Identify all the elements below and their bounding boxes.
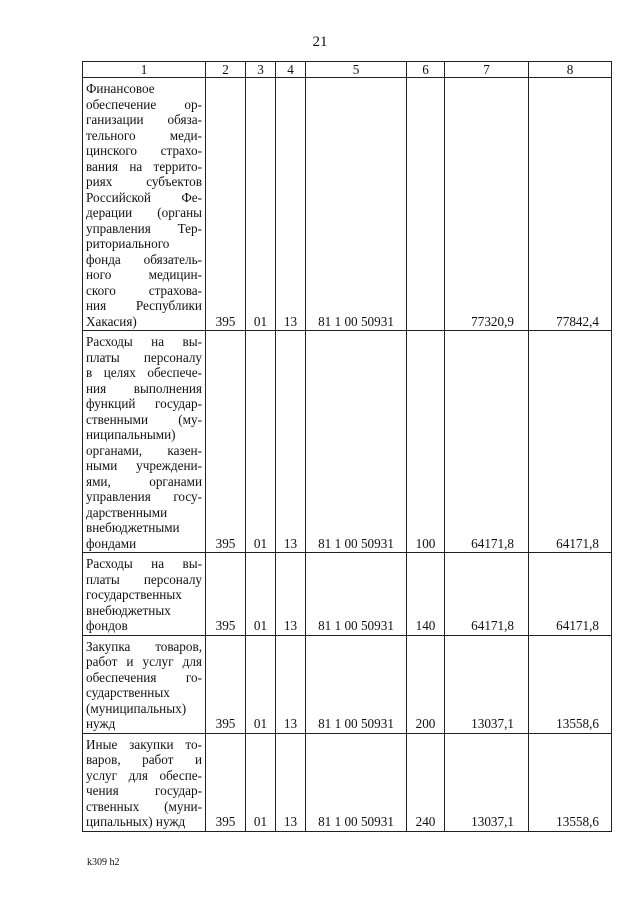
page-number: 21 <box>312 34 328 50</box>
row-name-line: Финансовое <box>86 81 155 96</box>
row-name-line: риториального <box>86 236 170 251</box>
column-header-3: 3 <box>246 62 276 78</box>
row-name-line: ниципальными) <box>86 427 176 442</box>
row-name-line: обеспечение ор- <box>86 96 202 112</box>
amount-year1-cell: 13037,1 <box>445 635 529 733</box>
ministry-code-cell: 395 <box>206 331 246 553</box>
row-name-line: управления Тер- <box>86 220 202 236</box>
subsection-code-cell: 13 <box>276 635 306 733</box>
row-name-line: внебюджетными <box>86 520 180 535</box>
row-name-line: фонда обязатель- <box>86 251 202 267</box>
column-header-6: 6 <box>407 62 445 78</box>
row-name-line: цинского страхо- <box>86 143 202 158</box>
row-name-line: работ и услуг для <box>86 654 202 669</box>
row-name-line: платы персоналу <box>86 571 202 587</box>
section-code-cell: 01 <box>246 635 276 733</box>
row-name-line: ного медицин- <box>86 267 202 282</box>
table-body <box>83 78 612 832</box>
section-code-cell: 01 <box>246 733 276 831</box>
row-name-line: ными учреждени- <box>86 458 202 473</box>
amount-year2-cell: 64171,8 <box>529 331 612 553</box>
amount-year1-cell: 64171,8 <box>445 553 529 636</box>
row-name-line: (муниципальных) <box>86 700 187 716</box>
row-name-line: Российской Фе- <box>86 189 202 205</box>
row-name-line: ственных (муни- <box>86 798 202 814</box>
row-name-line: вания на террито- <box>86 158 202 174</box>
row-name-line: фондов <box>86 618 128 633</box>
row-name-line: ганизации обяза- <box>86 112 202 127</box>
row-name-cell <box>83 553 206 636</box>
amount-year2-cell: 13558,6 <box>529 635 612 733</box>
row-name-line: риях субъектов <box>86 174 202 189</box>
ministry-code-cell: 395 <box>206 553 246 636</box>
column-header-5: 5 <box>306 62 407 78</box>
row-name-line: обеспечения го- <box>86 669 202 685</box>
table-row <box>83 733 612 831</box>
row-name-line: Иные закупки то- <box>86 736 202 752</box>
amount-year1-cell: 64171,8 <box>445 331 529 553</box>
row-name-line: сударственных <box>86 685 170 700</box>
row-name-line: органами, казен- <box>86 442 202 458</box>
amount-year1-cell: 13037,1 <box>445 733 529 831</box>
row-name-line: в целях обеспече- <box>86 365 202 380</box>
subsection-code-cell: 13 <box>276 78 306 331</box>
row-name-line: тельного меди- <box>86 127 202 143</box>
footer-code: k309 h2 <box>87 857 120 868</box>
subsection-code-cell: 13 <box>276 331 306 553</box>
ministry-code-cell: 395 <box>206 635 246 733</box>
row-name-line: варов, работ и <box>86 752 202 767</box>
row-name-line: услуг для обеспе- <box>86 767 202 783</box>
amount-year2-cell: 77842,4 <box>529 78 612 331</box>
budget-table <box>82 61 612 832</box>
ministry-code-cell: 395 <box>206 78 246 331</box>
target-article-cell: 81 1 00 50931 <box>306 553 407 636</box>
row-name-cell <box>83 331 206 553</box>
column-header-8: 8 <box>529 62 612 78</box>
row-name-line: государственных <box>86 587 182 602</box>
row-name-line: дарственными <box>86 504 168 520</box>
table-row <box>83 635 612 733</box>
row-name-line: Закупка товаров, <box>86 638 202 654</box>
table-row <box>83 553 612 636</box>
column-header-2: 2 <box>206 62 246 78</box>
target-article-cell: 81 1 00 50931 <box>306 331 407 553</box>
target-article-cell: 81 1 00 50931 <box>306 635 407 733</box>
row-name-line: чения государ- <box>86 783 202 798</box>
row-name-line: Хакасия) <box>86 313 137 329</box>
ministry-code-cell: 395 <box>206 733 246 831</box>
expense-type-cell: 140 <box>407 553 445 636</box>
column-header-1: 1 <box>83 62 206 78</box>
amount-year2-cell: 64171,8 <box>529 553 612 636</box>
table-row <box>83 331 612 553</box>
row-name-line: дерации (органы <box>86 205 202 220</box>
expense-type-cell: 240 <box>407 733 445 831</box>
target-article-cell: 81 1 00 50931 <box>306 733 407 831</box>
row-name-line: платы персоналу <box>86 349 202 365</box>
expense-type-cell <box>407 78 445 331</box>
amount-year2-cell: 13558,6 <box>529 733 612 831</box>
row-name-line: ями, органами <box>86 473 202 489</box>
row-name-line: Расходы на вы- <box>86 334 202 349</box>
column-header-4: 4 <box>276 62 306 78</box>
section-code-cell: 01 <box>246 553 276 636</box>
row-name-line: ния выполнения <box>86 380 202 396</box>
row-name-line: ского страхова- <box>86 282 202 298</box>
section-code-cell: 01 <box>246 331 276 553</box>
expense-type-cell: 100 <box>407 331 445 553</box>
column-header-7: 7 <box>445 62 529 78</box>
row-name-line: Расходы на вы- <box>86 556 202 571</box>
subsection-code-cell: 13 <box>276 733 306 831</box>
row-name-line: нужд <box>86 716 116 731</box>
amount-year1-cell: 77320,9 <box>445 78 529 331</box>
column-number-row <box>83 62 612 78</box>
row-name-cell <box>83 78 206 331</box>
section-code-cell: 01 <box>246 78 276 331</box>
row-name-line: фондами <box>86 535 137 551</box>
row-name-line: ния Республики <box>86 298 202 313</box>
row-name-line: функций государ- <box>86 396 202 411</box>
table-row <box>83 78 612 331</box>
row-name-line: ципальных) нужд <box>86 814 186 829</box>
row-name-cell <box>83 733 206 831</box>
expense-type-cell: 200 <box>407 635 445 733</box>
target-article-cell: 81 1 00 50931 <box>306 78 407 331</box>
row-name-line: внебюджетных <box>86 602 171 618</box>
subsection-code-cell: 13 <box>276 553 306 636</box>
row-name-line: ственными (му- <box>86 411 202 427</box>
row-name-line: управления госу- <box>86 489 202 504</box>
row-name-cell <box>83 635 206 733</box>
